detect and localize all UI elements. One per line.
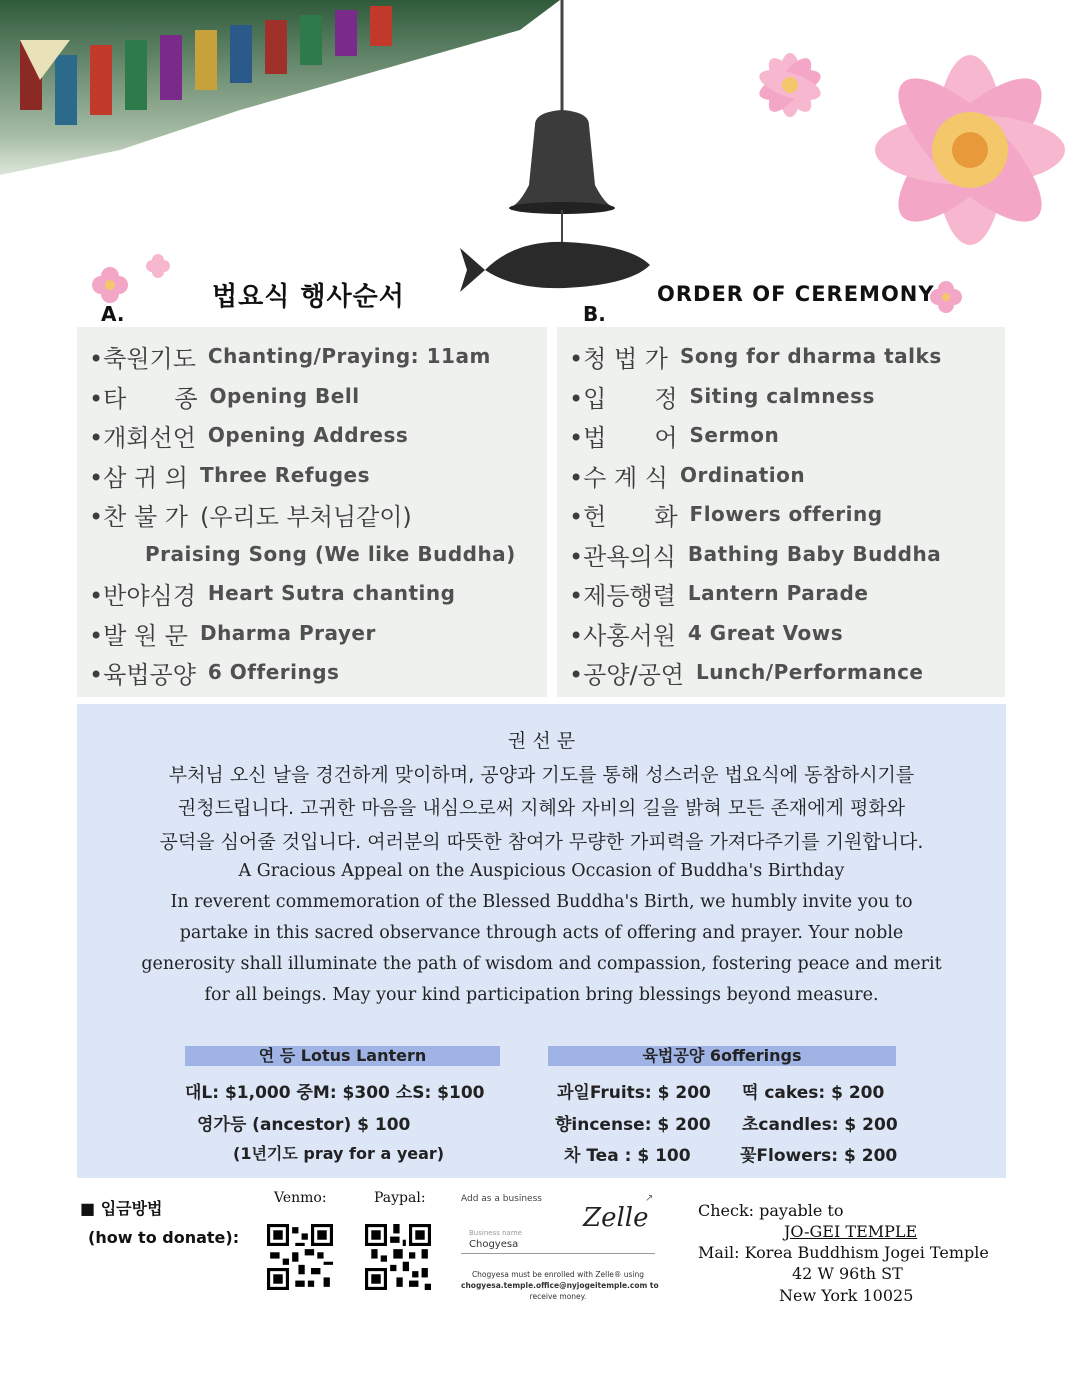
appeal-body-english-line: In reverent commemoration of the Blessed Buddha's Birth, we humbly invite you to	[170, 892, 913, 912]
zelle-note-line: receive money.	[529, 1292, 587, 1301]
item-english: Song for dharma talks	[679, 344, 942, 368]
zelle-note-line: Chogyesa must be enrolled with Zelle® using	[471, 1270, 645, 1279]
item-korean: •사홍서원	[569, 621, 676, 650]
mail-address-name: Mail: Korea Buddhism Jogei Temple	[698, 1243, 989, 1262]
item-english: Sermon	[689, 423, 780, 447]
item-korean: •입 정	[569, 384, 678, 413]
zelle-add-label: Add as a business	[461, 1194, 542, 1204]
appeal-body-korean-line: 부처님 오신 날을 경건하게 맞이하며, 공양과 기도를 통해 성스러운 법요식에 동참하시기를	[168, 764, 915, 786]
zelle-email: chogyesa.temple.office@nyjogeitemple.com to	[461, 1281, 659, 1290]
list-item	[569, 379, 875, 413]
lantern-prices: 대L: $1,000 중M: $300 소S: $100	[185, 1083, 485, 1103]
item-english: Opening Bell	[209, 384, 360, 408]
list-item	[569, 497, 883, 531]
ceremony-title-english: ORDER OF CEREMONY	[657, 282, 935, 306]
item-korean: •축원기도	[89, 344, 196, 373]
item-korean: •헌 화	[569, 502, 678, 531]
item-korean: •개회선언	[89, 423, 196, 452]
paypal-qr-code[interactable]	[365, 1224, 431, 1290]
lantern-heading: 연 등 Lotus Lantern	[185, 1046, 500, 1066]
list-item	[569, 339, 942, 373]
item-english: Bathing Baby Buddha	[687, 542, 942, 566]
section-a-label: A.	[101, 302, 125, 326]
item-korean: •청 법 가	[569, 344, 668, 373]
appeal-body-english-line: generosity shall illuminate the path of wisdom and compassion, fostering peace and merit	[141, 954, 942, 974]
donate-label-english: (how to donate):	[88, 1228, 240, 1247]
appeal-section	[77, 704, 1006, 1178]
list-item	[89, 655, 339, 689]
item-korean: •삼 귀 의	[89, 463, 188, 492]
lotus-flower-image	[740, 20, 1078, 270]
zelle-logo: Zelle	[583, 1203, 649, 1233]
fruits-price: 과일Fruits: $ 200	[557, 1083, 711, 1103]
appeal-body-korean-line: 권청드립니다. 고귀한 마음을 내심으로써 지혜와 자비의 길을 밝혀 모든 존재에게 평화와	[177, 797, 906, 819]
appeal-body-english-line: for all beings. May your kind participation bring blessings beyond measure.	[204, 985, 879, 1005]
appeal-heading-korean: 권 선 문	[507, 730, 576, 752]
flowers-price: 꽃Flowers: $ 200	[740, 1146, 898, 1166]
candles-price: 초candles: $ 200	[742, 1115, 898, 1135]
item-english: Flowers offering	[689, 502, 883, 526]
order-list-a	[77, 327, 547, 697]
lantern-year-note: (1년기도 pray for a year)	[233, 1144, 445, 1163]
tea-price: 차 Tea : $ 100	[564, 1146, 691, 1166]
list-item	[89, 379, 360, 413]
list-item	[569, 418, 779, 452]
item-korean: •찬 불 가	[89, 502, 188, 531]
mail-address-city: New York 10025	[779, 1286, 914, 1305]
venmo-label: Venmo:	[274, 1190, 327, 1206]
item-korean: •타 종	[89, 384, 198, 413]
cakes-price: 떡 cakes: $ 200	[742, 1083, 885, 1103]
item-english: Lunch/Performance	[695, 660, 924, 684]
item-korean: •제등행렬	[569, 581, 676, 610]
offerings-heading: 육법공양 6offerings	[548, 1046, 896, 1066]
item-english: Praising Song (We like Buddha)	[145, 542, 516, 566]
list-item	[569, 576, 868, 610]
list-item	[89, 339, 491, 373]
item-korean: •법 어	[569, 423, 678, 452]
item-korean: •발 원 문	[89, 621, 188, 650]
order-list-b	[557, 327, 1005, 697]
zelle-business-name: Chogyesa	[469, 1239, 519, 1250]
venmo-qr-code[interactable]	[267, 1224, 333, 1290]
list-item	[89, 418, 408, 452]
item-english: Three Refuges	[199, 463, 370, 487]
check-payee: JO-GEI TEMPLE	[784, 1222, 918, 1241]
item-english: Chanting/Praying: 11am	[207, 344, 491, 368]
list-item	[569, 616, 843, 650]
list-item	[569, 655, 924, 689]
ancestor-lantern-price: 영가등 (ancestor) $ 100	[197, 1115, 411, 1135]
mail-address-street: 42 W 96th ST	[792, 1264, 903, 1283]
list-item	[89, 576, 455, 610]
appeal-heading-english: A Gracious Appeal on the Auspicious Occasion of Buddha's Birthday	[238, 861, 845, 881]
item-korean: •관욕의식	[569, 542, 676, 571]
external-link-icon[interactable]: ↗	[645, 1193, 654, 1204]
appeal-body-korean-line: 공덕을 심어줄 것입니다. 여러분의 따뜻한 참여가 무량한 가피력을 가져다주기를 기원합니다.	[159, 831, 924, 853]
list-item	[569, 458, 805, 492]
item-english: Dharma Prayer	[199, 621, 376, 645]
list-item	[89, 497, 412, 531]
list-item-continuation	[145, 537, 516, 571]
item-english: Ordination	[679, 463, 806, 487]
item-korean: •공양/공연	[569, 660, 684, 689]
incense-price: 향incense: $ 200	[555, 1115, 711, 1135]
item-english: 6 Offerings	[207, 660, 340, 684]
check-payable-label: Check: payable to	[698, 1201, 844, 1220]
bell-with-fish-image	[455, 0, 670, 315]
item-english: Lantern Parade	[687, 581, 869, 605]
zelle-business-label: Business name	[469, 1229, 522, 1237]
paypal-label: Paypal:	[374, 1190, 426, 1206]
donate-label-korean: ■ 입금방법	[80, 1199, 163, 1218]
ceremony-title-korean: 법요식 행사순서	[212, 282, 405, 312]
list-item	[569, 537, 941, 571]
item-korean: •수 계 식	[569, 463, 668, 492]
item-korean-subtitle: (우리도 부처님같이)	[199, 502, 412, 531]
appeal-body-english-line: partake in this sacred observance through acts of offering and prayer. Your noble	[179, 923, 904, 943]
section-b-label: B.	[583, 302, 606, 326]
item-english: Siting calmness	[689, 384, 875, 408]
item-english: Opening Address	[207, 423, 409, 447]
zelle-divider	[461, 1253, 655, 1254]
item-korean: •반야심경	[89, 581, 196, 610]
item-english: 4 Great Vows	[687, 621, 844, 645]
small-pink-flowers-image	[80, 250, 200, 310]
list-item	[89, 616, 376, 650]
item-english: Heart Sutra chanting	[207, 581, 456, 605]
item-korean: •육법공양	[89, 660, 196, 689]
list-item	[89, 458, 370, 492]
